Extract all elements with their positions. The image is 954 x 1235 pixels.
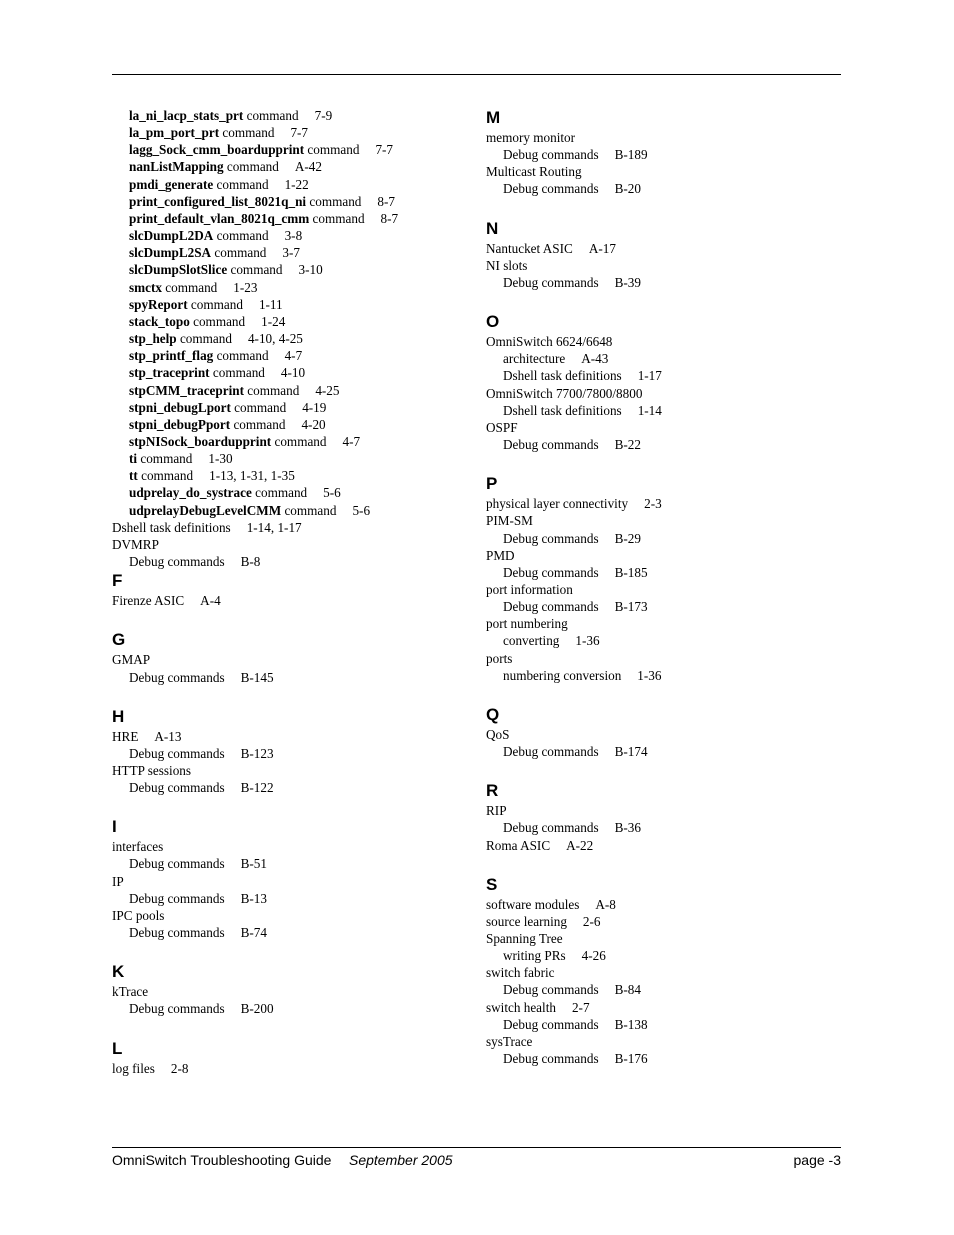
page-reference: B-145 [240, 669, 274, 685]
command-name: slcDumpL2SA [129, 245, 212, 261]
index-entry [486, 964, 836, 981]
command-entries [112, 107, 462, 519]
page-footer [112, 1150, 841, 1170]
entry-label: PIM-SM [486, 513, 533, 529]
index-entry [486, 802, 836, 819]
index-subentry [112, 779, 462, 796]
section-letter: F [112, 571, 123, 591]
page-reference: B-123 [240, 745, 274, 761]
index-entry [112, 416, 462, 433]
command-name: stack_topo [129, 313, 190, 329]
entry-label: command [179, 331, 232, 347]
index-entry [112, 227, 462, 244]
page-reference: 1-36 [637, 667, 662, 683]
command-name: slcDumpL2DA [129, 228, 214, 244]
header-rule [112, 74, 841, 75]
index-section [486, 874, 836, 1068]
index-entry [486, 163, 836, 180]
index-entry [486, 913, 836, 930]
index-subentry [486, 436, 836, 453]
command-name: stpNISock_boardupprint [129, 433, 272, 449]
index-subentry [486, 367, 836, 384]
index-entry [112, 382, 462, 399]
page-reference: B-13 [240, 890, 267, 906]
page-reference: B-185 [614, 564, 648, 580]
entry-label: Debug commands [503, 530, 599, 546]
entry-label: HRE [112, 728, 139, 744]
index-entry [486, 385, 836, 402]
page-reference: B-173 [614, 599, 648, 615]
entry-label: command [216, 176, 269, 192]
index-section [112, 629, 462, 685]
command-name: stpni_debugLport [129, 399, 231, 415]
page-reference: A-4 [200, 593, 221, 609]
index-entry [112, 210, 462, 227]
page-reference: 7-7 [290, 125, 309, 141]
entry-label: command [214, 245, 267, 261]
index-entry [486, 333, 836, 350]
index-column-right [486, 107, 836, 1067]
entry-label: Debug commands [129, 669, 225, 685]
page-reference: B-122 [240, 780, 274, 796]
index-subentry [486, 1050, 836, 1067]
index-section [112, 706, 462, 797]
entry-label: Firenze ASIC [112, 593, 185, 609]
entry-label: QoS [486, 726, 510, 742]
index-entry [112, 176, 462, 193]
page-reference: A-8 [595, 896, 616, 912]
index-entry [112, 838, 462, 855]
page-reference: 4-7 [284, 348, 303, 364]
section-letter: G [112, 630, 126, 650]
entry-label: port numbering [486, 616, 568, 632]
index-subentry [486, 564, 836, 581]
entry-label: Debug commands [129, 554, 225, 570]
index-entry [112, 592, 462, 609]
index-subentry [486, 146, 836, 163]
entry-label: switch health [486, 999, 556, 1015]
page-reference: 3-10 [298, 262, 323, 278]
entry-label: IPC pools [112, 907, 165, 923]
command-name: stp_printf_flag [129, 348, 214, 364]
entry-label: converting [503, 633, 560, 649]
index-entry [112, 107, 462, 124]
index-entry [486, 495, 836, 512]
index-entry [112, 193, 462, 210]
entry-label: command [141, 468, 194, 484]
entry-label: command [307, 142, 360, 158]
entry-label: sysTrace [486, 1033, 533, 1049]
command-name: stpCMM_traceprint [129, 382, 244, 398]
entry-label: command [140, 451, 193, 467]
section-letter: Q [486, 704, 500, 724]
index-column-left [112, 107, 462, 1077]
page-reference: 5-6 [352, 502, 371, 518]
page-reference: A-42 [294, 159, 322, 175]
page-reference: A-43 [581, 351, 609, 367]
index-entry [486, 129, 836, 146]
entry-label: port information [486, 581, 573, 597]
entry-label: interfaces [112, 839, 164, 855]
section-letter: I [112, 817, 117, 837]
entry-label: command [222, 125, 275, 141]
page-reference: B-200 [240, 1001, 274, 1017]
entry-label: DVMRP [112, 536, 159, 552]
index-entry [486, 726, 836, 743]
page-reference: 2-8 [170, 1060, 189, 1076]
index-entry [112, 450, 462, 467]
index-entry [112, 244, 462, 261]
entry-label: OSPF [486, 419, 518, 435]
page-reference: 1-30 [208, 451, 233, 467]
index-subentry [486, 981, 836, 998]
page-reference: B-189 [614, 147, 648, 163]
entry-label: command [230, 262, 283, 278]
entry-label: Debug commands [129, 745, 225, 761]
index-entry [112, 651, 462, 668]
entry-label: Debug commands [503, 982, 599, 998]
entry-label: Multicast Routing [486, 164, 582, 180]
index-entry [112, 728, 462, 745]
command-name: udprelayDebugLevelCMM [129, 502, 282, 518]
command-name: udprelay_do_systrace [129, 485, 252, 501]
page-reference: 1-36 [575, 633, 600, 649]
page-reference: A-17 [588, 240, 616, 256]
entry-label: kTrace [112, 984, 149, 1000]
index-subentry [486, 819, 836, 836]
section-letter: L [112, 1038, 123, 1058]
index-section [112, 816, 462, 941]
page-reference: 1-22 [284, 176, 309, 192]
entry-label: Debug commands [503, 564, 599, 580]
entry-label: Dshell task definitions [112, 519, 231, 535]
entry-label: PMD [486, 547, 515, 563]
footer-page-number: page -3 [793, 1152, 841, 1168]
section-letter: S [486, 874, 498, 894]
index-section [112, 570, 462, 609]
section-letter: K [112, 962, 125, 982]
command-name: stpni_debugPport [129, 416, 231, 432]
entry-label: command [246, 108, 299, 123]
page-reference: B-84 [614, 982, 641, 998]
index-subentry [112, 553, 462, 570]
right-sections [486, 107, 836, 1067]
page-reference: 8-7 [377, 193, 395, 209]
index-subentry [486, 598, 836, 615]
page-reference: B-36 [614, 820, 641, 836]
entry-label: Spanning Tree [486, 931, 563, 946]
page-reference: B-39 [614, 274, 641, 290]
entry-label: HTTP sessions [112, 763, 192, 778]
index-subentry [112, 924, 462, 941]
section-letter: M [486, 108, 501, 127]
entry-label: numbering conversion [503, 667, 622, 683]
entry-label: command [274, 433, 327, 449]
entry-label: OmniSwitch 7700/7800/8800 [486, 385, 643, 401]
index-section [486, 473, 836, 684]
command-name: slcDumpSlotSlice [129, 262, 228, 278]
page-reference: 1-17 [637, 368, 662, 384]
entry-label: Debug commands [503, 1016, 599, 1032]
index-subentry [486, 743, 836, 760]
section-letter: H [112, 706, 125, 726]
page-reference: 4-19 [302, 399, 327, 415]
entry-label: memory monitor [486, 130, 576, 145]
entry-label: Debug commands [503, 744, 599, 760]
command-name: lagg_Sock_cmm_boardupprint [129, 142, 305, 158]
page-reference: 7-7 [375, 142, 394, 158]
index-subentry [486, 274, 836, 291]
page-reference: B-20 [614, 181, 641, 197]
index-entry [112, 762, 462, 779]
page-reference: 1-11 [258, 296, 283, 312]
entry-label: Debug commands [503, 599, 599, 615]
command-name: ti [129, 451, 138, 467]
index-entry [486, 615, 836, 632]
index-subentry [486, 350, 836, 367]
entry-label: RIP [486, 803, 507, 819]
entry-label: command [247, 382, 300, 398]
index-entry [112, 261, 462, 278]
entry-label: Debug commands [503, 1051, 599, 1067]
entry-label: command [255, 485, 308, 501]
entry-label: source learning [486, 913, 567, 929]
entry-label: command [312, 210, 365, 226]
entry-label: Debug commands [503, 274, 599, 290]
entry-label: Debug commands [129, 1001, 225, 1017]
index-section [486, 780, 836, 853]
page-reference: B-29 [614, 530, 641, 546]
page-reference: 1-24 [261, 313, 286, 329]
page-reference: 2-3 [644, 496, 662, 512]
index-entry [112, 484, 462, 501]
section-letter: R [486, 781, 499, 801]
entry-label: command [226, 159, 279, 175]
page-reference: 2-7 [571, 999, 590, 1015]
command-name: tt [129, 468, 138, 484]
index-entry [112, 536, 462, 553]
entry-label: switch fabric [486, 965, 555, 981]
page-reference: A-22 [566, 837, 594, 853]
page-reference: A-13 [154, 728, 182, 744]
page-reference: 2-6 [582, 913, 601, 929]
entry-label: GMAP [112, 652, 151, 668]
command-name: la_pm_port_prt [129, 125, 220, 141]
page-reference: B-138 [614, 1016, 648, 1032]
index-entry [486, 547, 836, 564]
index-entry [112, 124, 462, 141]
index-entry [486, 650, 836, 667]
index-entry [112, 1060, 462, 1077]
index-section [112, 1038, 462, 1077]
index-section [112, 961, 462, 1017]
left-sections [112, 570, 462, 1077]
entry-label: OmniSwitch 6624/6648 [486, 334, 613, 350]
index-section [486, 704, 836, 760]
footer-rule [112, 1147, 841, 1148]
section-letter: P [486, 474, 498, 494]
index-entry [486, 257, 836, 274]
page-reference: 4-25 [315, 382, 340, 398]
page-reference: 5-6 [323, 485, 341, 501]
page-reference: 4-20 [301, 416, 326, 432]
page-reference: B-176 [614, 1051, 648, 1067]
page-reference: 4-26 [581, 948, 606, 964]
entry-label: command [216, 228, 269, 244]
index-entry [112, 347, 462, 364]
index-entry [112, 141, 462, 158]
index-subentry [112, 745, 462, 762]
index-entry [486, 512, 836, 529]
index-entry [112, 279, 462, 296]
entry-label: Debug commands [129, 925, 225, 941]
page-reference: 4-10, 4-25 [247, 331, 303, 347]
page-reference: 1-13, 1-31, 1-35 [209, 468, 295, 484]
command-name: stp_traceprint [129, 365, 210, 381]
index-entry [112, 399, 462, 416]
entry-label: Dshell task definitions [503, 402, 622, 418]
entry-label: command [212, 365, 265, 381]
index-section [486, 107, 836, 198]
page-reference: B-174 [614, 744, 648, 760]
entry-label: Dshell task definitions [503, 368, 622, 384]
index-subentry [486, 632, 836, 649]
index-entry [112, 983, 462, 1000]
index-section [486, 311, 836, 453]
entry-label: Debug commands [129, 856, 225, 872]
command-name: nanListMapping [129, 159, 224, 175]
page-reference: B-22 [614, 437, 641, 453]
entry-label: IP [112, 873, 124, 889]
page-reference: 1-23 [233, 279, 258, 295]
index-entry [486, 999, 836, 1016]
entry-label: command [233, 416, 286, 432]
entry-label: log files [112, 1060, 155, 1076]
index-subentry [112, 1000, 462, 1017]
index-entry [112, 907, 462, 924]
command-name: stp_help [129, 331, 177, 347]
entry-label: writing PRs [503, 948, 566, 964]
entry-label: ports [486, 650, 513, 666]
index-entry [112, 364, 462, 381]
page-reference: B-51 [240, 856, 267, 872]
footer-date: September 2005 [349, 1152, 453, 1168]
footer-guide-title: OmniSwitch Troubleshooting Guide [112, 1152, 332, 1168]
index-entry [486, 1033, 836, 1050]
index-entry [112, 433, 462, 450]
index-entry [112, 467, 462, 484]
index-entry [112, 158, 462, 175]
index-entry [486, 581, 836, 598]
command-name: print_default_vlan_8021q_cmm [129, 210, 310, 226]
command-name: spyReport [129, 296, 188, 312]
entry-label: Roma ASIC [486, 837, 551, 853]
entry-label: Debug commands [129, 780, 225, 796]
entry-label: command [284, 502, 337, 518]
index-entry [486, 930, 836, 947]
index-entry [486, 240, 836, 257]
command-name: print_configured_list_8021q_ni [129, 193, 307, 209]
page-reference: B-74 [240, 925, 267, 941]
page-reference: 1-14, 1-17 [246, 519, 302, 535]
page-reference: 7-9 [314, 108, 333, 123]
command-name: smctx [129, 279, 162, 295]
entry-label: command [193, 313, 246, 329]
entry-label: command [165, 279, 218, 295]
continued-entries [112, 519, 462, 570]
page-reference: B-8 [240, 554, 261, 570]
index-subentry [112, 855, 462, 872]
entry-label: command [234, 399, 287, 415]
index-subentry [486, 667, 836, 684]
index-entry [486, 837, 836, 854]
page-reference: 1-14 [637, 402, 662, 418]
index-entry [112, 873, 462, 890]
entry-label: command [190, 296, 243, 312]
entry-label: Debug commands [503, 147, 599, 163]
index-section [486, 218, 836, 291]
entry-label: architecture [503, 351, 566, 367]
entry-label: physical layer connectivity [486, 496, 629, 512]
entry-label: software modules [486, 896, 580, 912]
index-entry [112, 502, 462, 519]
index-entry [112, 519, 462, 536]
index-subentry [486, 402, 836, 419]
entry-label: Debug commands [503, 181, 599, 197]
entry-label: command [216, 348, 269, 364]
section-letter: N [486, 218, 499, 238]
command-name: la_ni_lacp_stats_prt [129, 108, 244, 123]
entry-label: NI slots [486, 257, 528, 273]
entry-label: Debug commands [503, 820, 599, 836]
page-reference: 4-10 [280, 365, 306, 381]
index-subentry [486, 180, 836, 197]
entry-label: Debug commands [129, 890, 225, 906]
index-subentry [486, 1016, 836, 1033]
command-name: pmdi_generate [129, 176, 214, 192]
page-reference: 4-7 [342, 433, 361, 449]
entry-label: command [309, 193, 362, 209]
entry-label: Debug commands [503, 437, 599, 453]
index-entry [112, 330, 462, 347]
index-entry [486, 419, 836, 436]
section-letter: O [486, 312, 500, 332]
page-reference: 8-7 [380, 210, 399, 226]
index-entry [486, 896, 836, 913]
index-subentry [112, 890, 462, 907]
index-subentry [112, 669, 462, 686]
page-reference: 3-8 [284, 228, 303, 244]
index-subentry [486, 530, 836, 547]
index-entry [112, 296, 462, 313]
entry-label: Nantucket ASIC [486, 240, 573, 256]
page-reference: 3-7 [282, 245, 300, 261]
index-subentry [486, 947, 836, 964]
index-entry [112, 313, 462, 330]
